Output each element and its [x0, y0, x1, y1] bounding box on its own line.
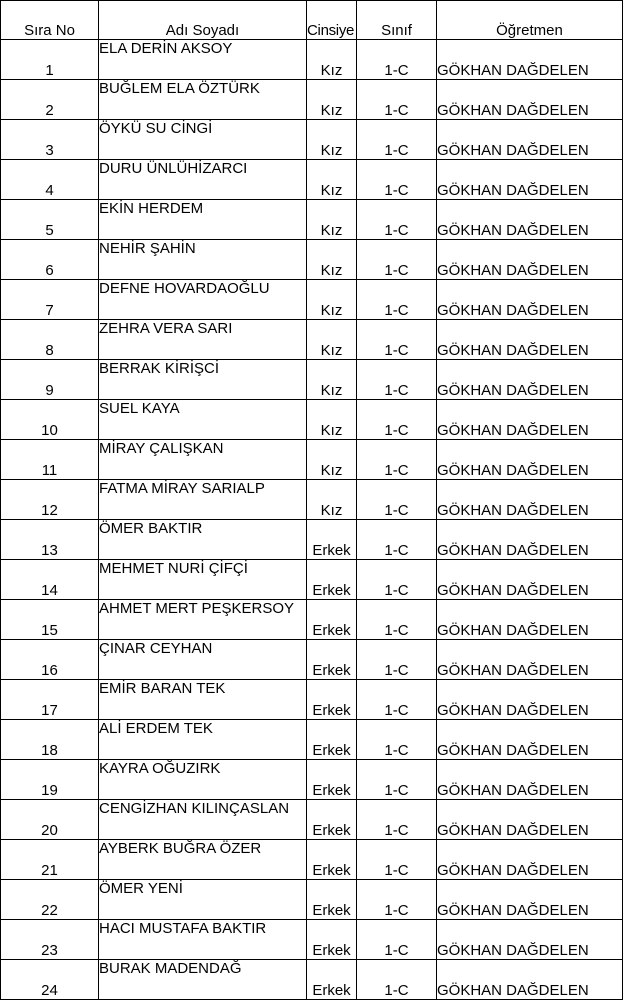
table-row: [1, 520, 623, 560]
teacher-cell[interactable]: GÖKHAN DAĞDELEN: [437, 40, 623, 80]
teacher-cell[interactable]: GÖKHAN DAĞDELEN: [437, 280, 623, 320]
table-row: [1, 240, 623, 280]
row-number-cell[interactable]: 3: [1, 120, 99, 160]
class-cell[interactable]: 1-C: [357, 200, 437, 240]
class-cell[interactable]: 1-C: [357, 160, 437, 200]
teacher-cell[interactable]: GÖKHAN DAĞDELEN: [437, 520, 623, 560]
class-cell[interactable]: 1-C: [357, 760, 437, 800]
student-name-cell[interactable]: FATMA MİRAY SARIALP: [99, 480, 307, 520]
header-adi-soyadi[interactable]: Adı Soyadı: [99, 1, 307, 40]
row-number-cell[interactable]: 12: [1, 480, 99, 520]
table-row: [1, 560, 623, 600]
table-row: [1, 200, 623, 240]
gender-cell[interactable]: Kız: [307, 80, 357, 120]
table-row: [1, 120, 623, 160]
table-row: [1, 80, 623, 120]
class-cell[interactable]: 1-C: [357, 960, 437, 1000]
teacher-cell[interactable]: GÖKHAN DAĞDELEN: [437, 760, 623, 800]
gender-cell[interactable]: Kız: [307, 440, 357, 480]
teacher-cell[interactable]: GÖKHAN DAĞDELEN: [437, 600, 623, 640]
header-sira-no[interactable]: Sıra No: [1, 1, 99, 40]
student-name-cell[interactable]: NEHİR ŞAHİN: [99, 240, 307, 280]
teacher-cell[interactable]: GÖKHAN DAĞDELEN: [437, 680, 623, 720]
class-cell[interactable]: 1-C: [357, 880, 437, 920]
gender-cell[interactable]: Erkek: [307, 840, 357, 880]
class-cell[interactable]: 1-C: [357, 440, 437, 480]
student-name-cell[interactable]: CENGİZHAN KILINÇASLAN: [99, 800, 307, 840]
student-name-cell[interactable]: EKİN HERDEM: [99, 200, 307, 240]
class-cell[interactable]: 1-C: [357, 600, 437, 640]
table-row: [1, 760, 623, 800]
teacher-cell[interactable]: GÖKHAN DAĞDELEN: [437, 240, 623, 280]
class-cell[interactable]: 1-C: [357, 320, 437, 360]
gender-cell[interactable]: Erkek: [307, 960, 357, 1000]
class-cell[interactable]: 1-C: [357, 480, 437, 520]
gender-cell[interactable]: Kız: [307, 360, 357, 400]
row-number-cell[interactable]: 15: [1, 600, 99, 640]
header-cinsiyet[interactable]: Cinsiye: [307, 1, 357, 40]
gender-cell[interactable]: Erkek: [307, 600, 357, 640]
student-name-cell[interactable]: SUEL KAYA: [99, 400, 307, 440]
class-cell[interactable]: 1-C: [357, 360, 437, 400]
class-cell[interactable]: 1-C: [357, 680, 437, 720]
row-number-cell[interactable]: 23: [1, 920, 99, 960]
teacher-cell[interactable]: GÖKHAN DAĞDELEN: [437, 880, 623, 920]
student-name-cell[interactable]: HACI MUSTAFA BAKTIR: [99, 920, 307, 960]
gender-cell[interactable]: Erkek: [307, 520, 357, 560]
teacher-cell[interactable]: GÖKHAN DAĞDELEN: [437, 80, 623, 120]
gender-cell[interactable]: Erkek: [307, 640, 357, 680]
student-name-cell[interactable]: BUĞLEM ELA ÖZTÜRK: [99, 80, 307, 120]
row-number-cell[interactable]: 20: [1, 800, 99, 840]
teacher-cell[interactable]: GÖKHAN DAĞDELEN: [437, 360, 623, 400]
class-cell[interactable]: 1-C: [357, 640, 437, 680]
student-name-cell[interactable]: ÖMER BAKTIR: [99, 520, 307, 560]
teacher-cell[interactable]: GÖKHAN DAĞDELEN: [437, 560, 623, 600]
roster-body: [1, 40, 623, 1000]
class-cell[interactable]: 1-C: [357, 840, 437, 880]
row-number-cell[interactable]: 21: [1, 840, 99, 880]
gender-cell[interactable]: Kız: [307, 240, 357, 280]
gender-cell[interactable]: Kız: [307, 200, 357, 240]
table-row: [1, 960, 623, 1000]
gender-cell[interactable]: Kız: [307, 400, 357, 440]
class-cell[interactable]: 1-C: [357, 920, 437, 960]
gender-cell[interactable]: Kız: [307, 280, 357, 320]
table-row: [1, 40, 623, 80]
teacher-cell[interactable]: GÖKHAN DAĞDELEN: [437, 120, 623, 160]
teacher-cell[interactable]: GÖKHAN DAĞDELEN: [437, 720, 623, 760]
table-row: [1, 800, 623, 840]
student-name-cell[interactable]: ÖMER YENİ: [99, 880, 307, 920]
table-row: [1, 600, 623, 640]
student-name-cell[interactable]: KAYRA OĞUZIRK: [99, 760, 307, 800]
row-number-cell[interactable]: 16: [1, 640, 99, 680]
row-number-cell[interactable]: 9: [1, 360, 99, 400]
table-row: [1, 920, 623, 960]
student-name-cell[interactable]: ZEHRA VERA SARI: [99, 320, 307, 360]
row-number-cell[interactable]: 4: [1, 160, 99, 200]
gender-cell[interactable]: Kız: [307, 480, 357, 520]
header-row: [1, 1, 623, 40]
class-cell[interactable]: 1-C: [357, 120, 437, 160]
teacher-cell[interactable]: GÖKHAN DAĞDELEN: [437, 400, 623, 440]
student-name-cell[interactable]: DURU ÜNLÜHİZARCI: [99, 160, 307, 200]
row-number-cell[interactable]: 17: [1, 680, 99, 720]
row-number-cell[interactable]: 7: [1, 280, 99, 320]
table-row: [1, 160, 623, 200]
gender-cell[interactable]: Erkek: [307, 680, 357, 720]
gender-cell[interactable]: Erkek: [307, 800, 357, 840]
row-number-cell[interactable]: 10: [1, 400, 99, 440]
header-ogretmen[interactable]: Öğretmen: [437, 1, 623, 40]
teacher-cell[interactable]: GÖKHAN DAĞDELEN: [437, 480, 623, 520]
table-row: [1, 640, 623, 680]
student-name-cell[interactable]: AYBERK BUĞRA ÖZER: [99, 840, 307, 880]
table-row: [1, 480, 623, 520]
student-name-cell[interactable]: EMİR BARAN TEK: [99, 680, 307, 720]
row-number-cell[interactable]: 11: [1, 440, 99, 480]
student-name-cell[interactable]: ALİ ERDEM TEK: [99, 720, 307, 760]
row-number-cell[interactable]: 24: [1, 960, 99, 1000]
table-row: [1, 680, 623, 720]
row-number-cell[interactable]: 14: [1, 560, 99, 600]
row-number-cell[interactable]: 2: [1, 80, 99, 120]
student-name-cell[interactable]: ELA DERİN AKSOY: [99, 40, 307, 80]
table-row: [1, 280, 623, 320]
class-cell[interactable]: 1-C: [357, 280, 437, 320]
table-row: [1, 720, 623, 760]
teacher-cell[interactable]: GÖKHAN DAĞDELEN: [437, 840, 623, 880]
gender-cell[interactable]: Kız: [307, 160, 357, 200]
gender-cell[interactable]: Erkek: [307, 560, 357, 600]
gender-cell[interactable]: Kız: [307, 320, 357, 360]
student-name-cell[interactable]: BERRAK KİRİŞCİ: [99, 360, 307, 400]
class-cell[interactable]: 1-C: [357, 560, 437, 600]
class-cell[interactable]: 1-C: [357, 520, 437, 560]
student-name-cell[interactable]: ÇINAR CEYHAN: [99, 640, 307, 680]
class-cell[interactable]: 1-C: [357, 720, 437, 760]
teacher-cell[interactable]: GÖKHAN DAĞDELEN: [437, 320, 623, 360]
row-number-cell[interactable]: 8: [1, 320, 99, 360]
teacher-cell[interactable]: GÖKHAN DAĞDELEN: [437, 920, 623, 960]
table-row: [1, 360, 623, 400]
class-cell[interactable]: 1-C: [357, 40, 437, 80]
gender-cell[interactable]: Erkek: [307, 920, 357, 960]
student-name-cell[interactable]: MEHMET NURİ ÇİFÇİ: [99, 560, 307, 600]
row-number-cell[interactable]: 22: [1, 880, 99, 920]
table-row: [1, 840, 623, 880]
row-number-cell[interactable]: 1: [1, 40, 99, 80]
table-row: [1, 400, 623, 440]
row-number-cell[interactable]: 6: [1, 240, 99, 280]
class-cell[interactable]: 1-C: [357, 800, 437, 840]
gender-cell[interactable]: Kız: [307, 40, 357, 80]
gender-cell[interactable]: Erkek: [307, 880, 357, 920]
class-cell[interactable]: 1-C: [357, 80, 437, 120]
class-cell[interactable]: 1-C: [357, 400, 437, 440]
row-number-cell[interactable]: 5: [1, 200, 99, 240]
row-number-cell[interactable]: 19: [1, 760, 99, 800]
teacher-cell[interactable]: GÖKHAN DAĞDELEN: [437, 640, 623, 680]
teacher-cell[interactable]: GÖKHAN DAĞDELEN: [437, 200, 623, 240]
table-row: [1, 320, 623, 360]
gender-cell[interactable]: Kız: [307, 120, 357, 160]
student-name-cell[interactable]: MİRAY ÇALIŞKAN: [99, 440, 307, 480]
teacher-cell[interactable]: GÖKHAN DAĞDELEN: [437, 800, 623, 840]
student-name-cell[interactable]: BURAK MADENDAĞ: [99, 960, 307, 1000]
student-name-cell[interactable]: ÖYKÜ SU CİNGİ: [99, 120, 307, 160]
row-number-cell[interactable]: 13: [1, 520, 99, 560]
teacher-cell[interactable]: GÖKHAN DAĞDELEN: [437, 960, 623, 1000]
row-number-cell[interactable]: 18: [1, 720, 99, 760]
student-name-cell[interactable]: AHMET MERT PEŞKERSOY: [99, 600, 307, 640]
gender-cell[interactable]: Erkek: [307, 760, 357, 800]
table-row: [1, 440, 623, 480]
class-cell[interactable]: 1-C: [357, 240, 437, 280]
teacher-cell[interactable]: GÖKHAN DAĞDELEN: [437, 160, 623, 200]
gender-cell[interactable]: Erkek: [307, 720, 357, 760]
student-name-cell[interactable]: DEFNE HOVARDAOĞLU: [99, 280, 307, 320]
teacher-cell[interactable]: GÖKHAN DAĞDELEN: [437, 440, 623, 480]
header-sinif[interactable]: Sınıf: [357, 1, 437, 40]
table-row: [1, 880, 623, 920]
